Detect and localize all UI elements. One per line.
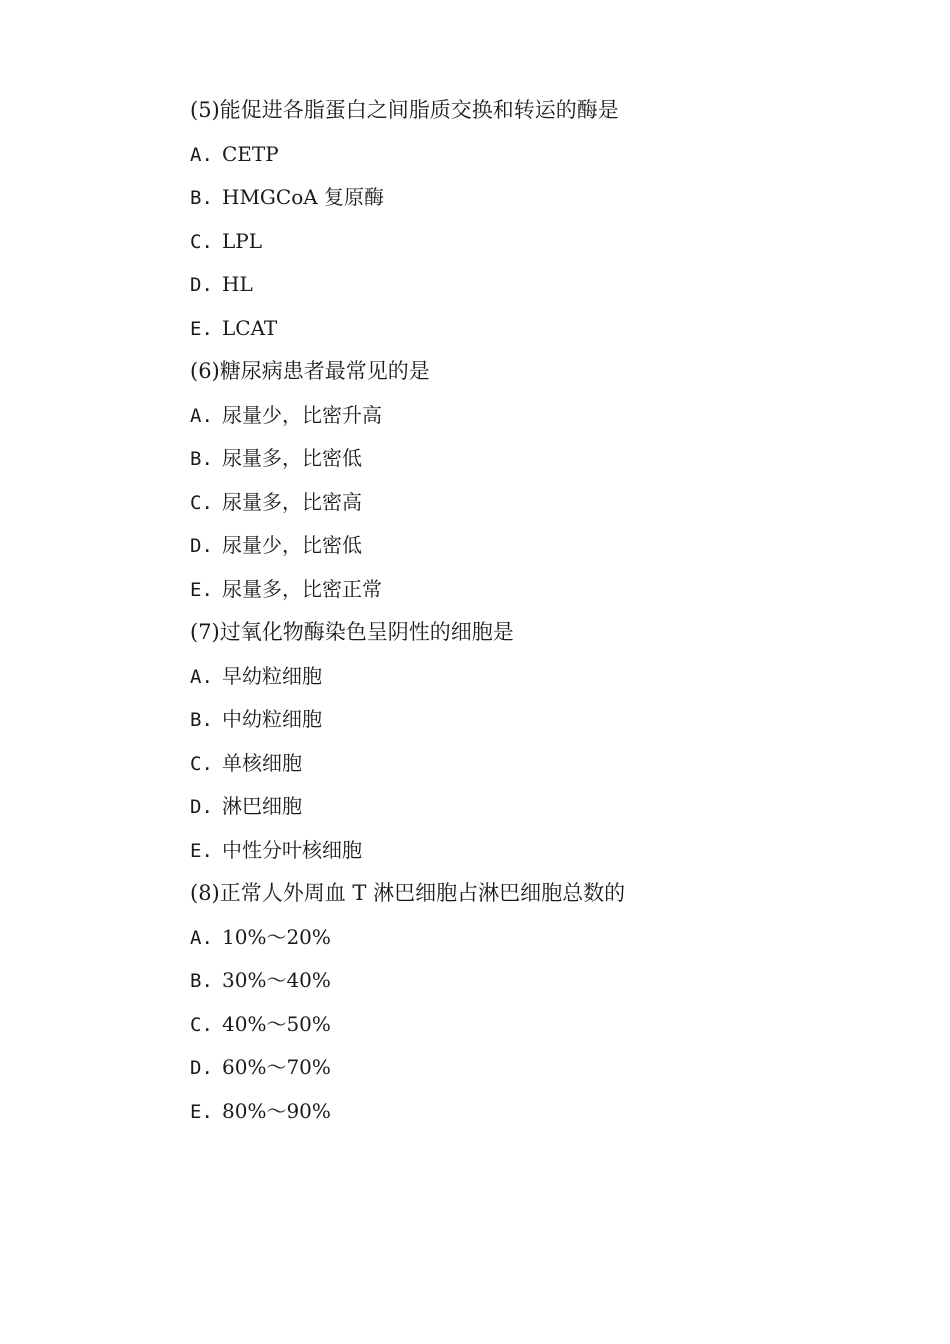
- option-5c: [190, 220, 890, 264]
- option-text: LPL: [222, 228, 263, 253]
- option-letter: B.: [190, 709, 213, 731]
- option-text: 60%～70%: [222, 1055, 331, 1079]
- option-text: 尿量少，比密低: [222, 533, 362, 557]
- option-letter: C.: [190, 230, 213, 253]
- option-text: HMGCoA 复原酶: [222, 185, 385, 209]
- option-letter: C.: [190, 752, 213, 775]
- option-6b: [190, 437, 890, 481]
- option-letter: E.: [190, 839, 213, 862]
- option-text: 40%～50%: [222, 1011, 331, 1036]
- option-letter: A.: [190, 143, 213, 166]
- option-text: 中性分叶核细胞: [222, 837, 362, 862]
- option-text: 中幼粒细胞: [222, 707, 322, 731]
- option-letter: A.: [190, 665, 213, 688]
- option-letter: A.: [190, 926, 213, 949]
- option-text: 尿量多，比密正常: [222, 576, 382, 601]
- option-6a: [190, 394, 890, 438]
- option-text: LCAT: [222, 315, 278, 340]
- option-letter: D.: [190, 274, 213, 296]
- question-stem-7: (7)过氧化物酶染色呈阴性的细胞是: [190, 620, 514, 644]
- option-letter: B.: [190, 187, 213, 209]
- option-text: HL: [222, 272, 253, 296]
- option-7a: [190, 655, 890, 699]
- option-text: 30%～40%: [222, 968, 331, 992]
- option-letter: D.: [190, 796, 213, 818]
- option-6d: [190, 524, 890, 568]
- option-letter: C.: [190, 1013, 213, 1036]
- option-text: 单核细胞: [222, 750, 302, 775]
- option-8d: [190, 1046, 890, 1090]
- option-letter: D.: [190, 535, 213, 557]
- option-letter: E.: [190, 1100, 213, 1123]
- option-text: 尿量少，比密升高: [222, 402, 382, 427]
- option-text: 尿量多，比密低: [222, 446, 362, 470]
- option-5a: [190, 133, 890, 177]
- option-letter: C.: [190, 491, 213, 514]
- option-8c: [190, 1003, 890, 1047]
- option-8b: [190, 959, 890, 1003]
- question-stem-6: (6)糖尿病患者最常见的是: [190, 359, 430, 383]
- option-7b: [190, 698, 890, 742]
- option-8e: [190, 1090, 890, 1134]
- option-5b: [190, 176, 890, 220]
- option-6c: [190, 481, 890, 525]
- option-text: 淋巴细胞: [222, 794, 302, 818]
- option-letter: E.: [190, 317, 213, 340]
- option-letter: A.: [190, 404, 213, 427]
- question-list: [190, 89, 890, 1133]
- option-7d: [190, 785, 890, 829]
- question-stem-5: (5)能促进各脂蛋白之间脂质交换和转运的酶是: [190, 98, 619, 122]
- option-7e: [190, 829, 890, 873]
- option-text: 10%～20%: [222, 924, 331, 949]
- option-5d: [190, 263, 890, 307]
- option-text: 尿量多，比密高: [222, 489, 362, 514]
- option-6e: [190, 568, 890, 612]
- option-text: 80%～90%: [222, 1098, 331, 1123]
- option-5e: [190, 307, 890, 351]
- option-text: CETP: [222, 141, 279, 166]
- option-letter: B.: [190, 448, 213, 470]
- option-letter: D.: [190, 1057, 213, 1079]
- option-text: 早幼粒细胞: [222, 663, 322, 688]
- option-8a: [190, 916, 890, 960]
- option-7c: [190, 742, 890, 786]
- option-letter: E.: [190, 578, 213, 601]
- question-stem-8: (8)正常人外周血 T 淋巴细胞占淋巴细胞总数的: [190, 881, 626, 905]
- option-letter: B.: [190, 970, 213, 992]
